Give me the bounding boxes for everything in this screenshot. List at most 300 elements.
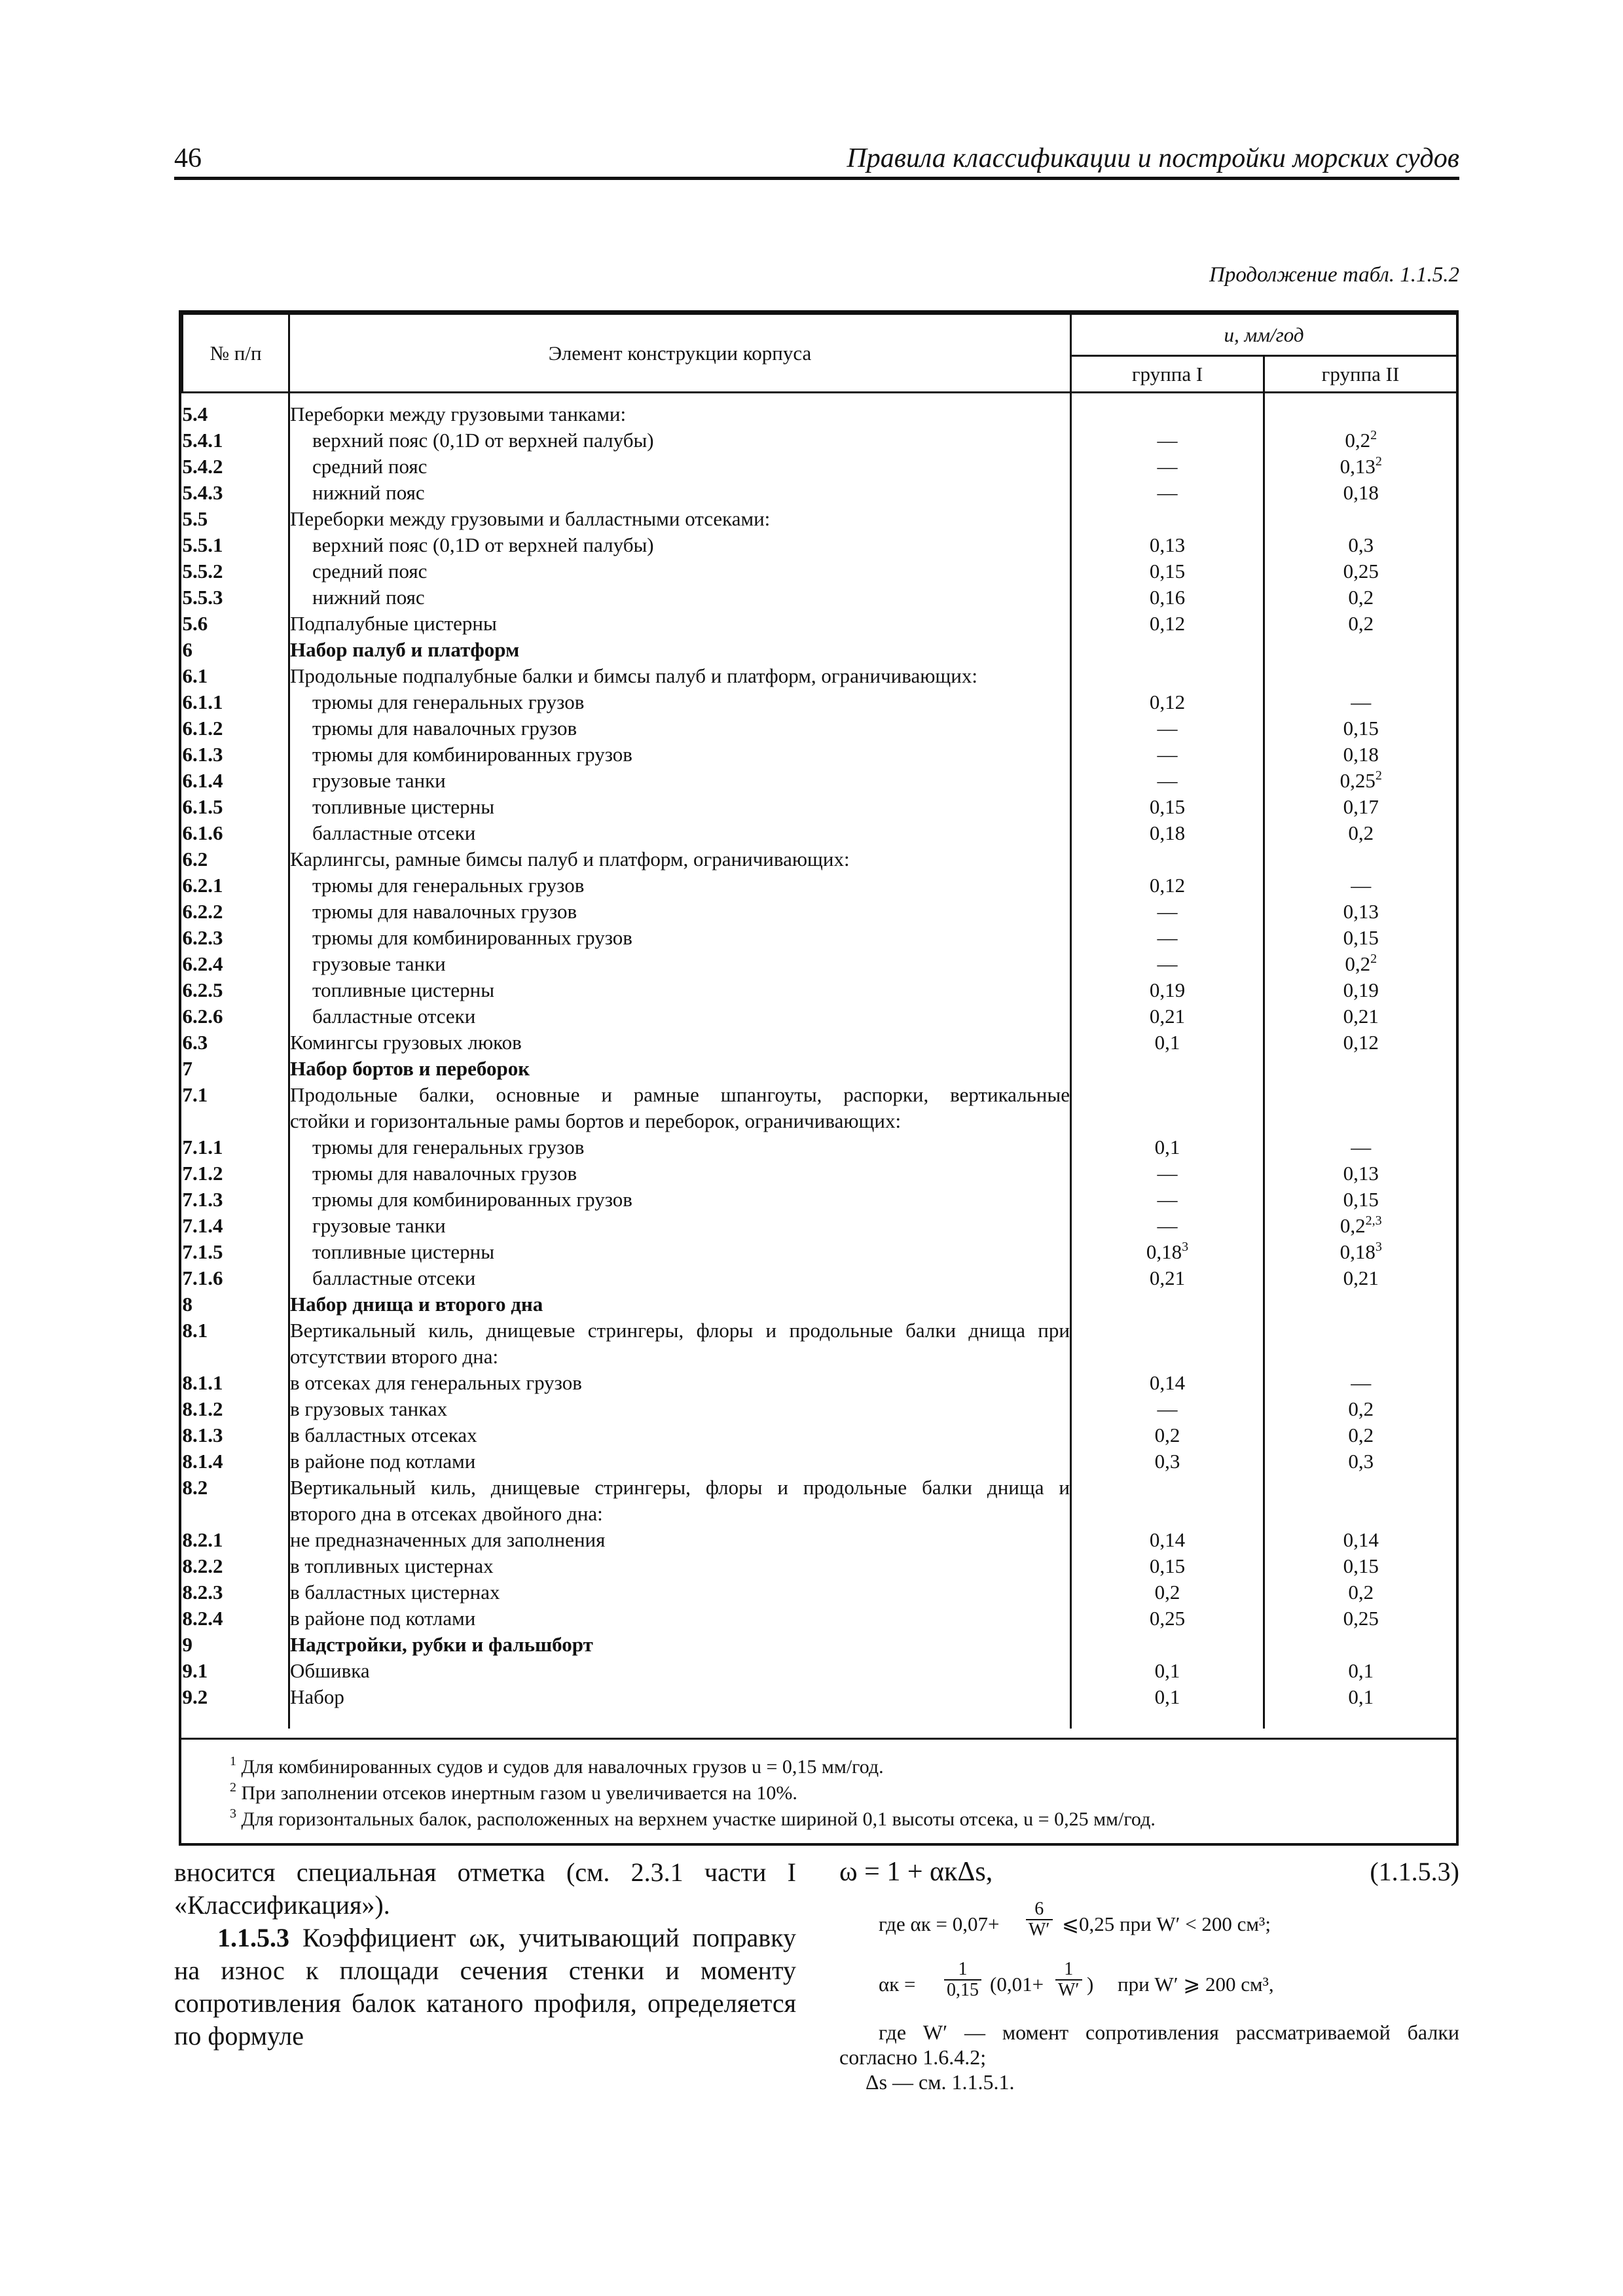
footnote bbox=[230, 1754, 1456, 1780]
group2-value: 0,3 bbox=[1348, 1450, 1374, 1473]
table-row bbox=[183, 1344, 1457, 1370]
row-element-name: балластные отсеки bbox=[289, 1265, 1071, 1291]
table-row bbox=[183, 1396, 1457, 1422]
row-number: 8.1.3 bbox=[183, 1422, 289, 1448]
table-row bbox=[183, 532, 1457, 558]
row-group1-value bbox=[1071, 1134, 1264, 1160]
row-group1-value bbox=[1071, 1448, 1264, 1475]
row-element-name: не предназначенных для заполнения bbox=[289, 1527, 1071, 1553]
group2-value: 0,12 bbox=[1343, 1031, 1379, 1054]
group2-value: 0,2 bbox=[1348, 1424, 1374, 1446]
row-element-name: второго дна в отсеках двойного дна: bbox=[289, 1501, 1071, 1527]
row-group1-value bbox=[1071, 1632, 1264, 1658]
row-group1-value bbox=[1071, 794, 1264, 820]
footnote-text: Для комбинированных судов и судов для навалочных грузов u = 0,15 мм/год. bbox=[241, 1756, 884, 1778]
table-row bbox=[183, 584, 1457, 611]
group1-value: — bbox=[1157, 743, 1178, 766]
section-number: 1.1.5.3 bbox=[217, 1923, 289, 1952]
alpha1-suffix: ⩽0,25 при W′ < 200 см³; bbox=[1062, 1912, 1271, 1935]
row-element-name: нижний пояс bbox=[289, 480, 1071, 506]
group1-value: 0,12 bbox=[1149, 612, 1186, 635]
row-number: 6.2.2 bbox=[183, 899, 289, 925]
row-number: 8.1 bbox=[183, 1318, 289, 1344]
group1-value: 0,2 bbox=[1154, 1424, 1180, 1446]
table-row bbox=[183, 1553, 1457, 1579]
row-group2-value bbox=[1264, 558, 1457, 584]
row-element-name: в отсеках для генеральных грузов bbox=[289, 1370, 1071, 1396]
alpha1-frac-den: W′ bbox=[1029, 1920, 1050, 1940]
row-element-name: трюмы для генеральных грузов bbox=[289, 872, 1071, 899]
table-row bbox=[183, 1605, 1457, 1632]
row-group1-value bbox=[1071, 393, 1264, 428]
row-group1-value bbox=[1071, 689, 1264, 715]
table-row bbox=[183, 427, 1457, 454]
footnote-mark: 3 bbox=[230, 1806, 236, 1821]
group1-value: 0,13 bbox=[1149, 533, 1186, 556]
row-group2-value bbox=[1264, 1684, 1457, 1710]
row-number: 6 bbox=[183, 637, 289, 663]
row-element-name: Комингсы грузовых люков bbox=[289, 1030, 1071, 1056]
group2-value: 0,25 bbox=[1343, 1607, 1379, 1630]
row-element-name: Продольные балки, основные и рамные шпангоуты, распорки, вертикальные bbox=[289, 1082, 1071, 1108]
row-group1-value bbox=[1071, 1658, 1264, 1684]
row-number: 8.1.4 bbox=[183, 1448, 289, 1475]
group1-value: — bbox=[1157, 1214, 1178, 1237]
table-row bbox=[183, 1134, 1457, 1160]
row-number bbox=[183, 1501, 289, 1527]
row-group2-value bbox=[1264, 899, 1457, 925]
row-group2-value bbox=[1264, 1160, 1457, 1187]
group1-value: — bbox=[1157, 717, 1178, 740]
where-definitions bbox=[839, 2020, 1459, 2094]
group2-value: 0,13 bbox=[1343, 1162, 1379, 1185]
row-group2-value bbox=[1264, 1658, 1457, 1684]
table-row bbox=[183, 1658, 1457, 1684]
group1-value: — bbox=[1157, 481, 1178, 504]
row-number: 8.2.3 bbox=[183, 1579, 289, 1605]
row-number: 8.2 bbox=[183, 1475, 289, 1501]
group1-value: — bbox=[1157, 952, 1178, 975]
table-row bbox=[183, 872, 1457, 899]
row-number: 5.4.2 bbox=[183, 454, 289, 480]
row-group1-value bbox=[1071, 1396, 1264, 1422]
row-number: 7.1 bbox=[183, 1082, 289, 1108]
row-element-name: трюмы для генеральных грузов bbox=[289, 1134, 1071, 1160]
group2-value: 0,2 bbox=[1348, 1581, 1374, 1604]
table-row bbox=[183, 506, 1457, 532]
table-row bbox=[183, 1030, 1457, 1056]
row-group2-value bbox=[1264, 1448, 1457, 1475]
table-row bbox=[183, 1239, 1457, 1265]
row-number: 6.2.5 bbox=[183, 977, 289, 1003]
row-group2-value bbox=[1264, 715, 1457, 742]
alpha2-fraction-1 bbox=[944, 1960, 981, 2000]
group2-value: — bbox=[1351, 691, 1372, 713]
row-number: 9 bbox=[183, 1632, 289, 1658]
row-number: 5.4.1 bbox=[183, 427, 289, 454]
row-group2-value bbox=[1264, 820, 1457, 846]
row-element-name: в грузовых танках bbox=[289, 1396, 1071, 1422]
row-group1-value bbox=[1071, 1344, 1264, 1370]
row-group2-value bbox=[1264, 1396, 1457, 1422]
row-number: 8 bbox=[183, 1291, 289, 1318]
row-number: 6.1 bbox=[183, 663, 289, 689]
row-group2-value bbox=[1264, 1501, 1457, 1527]
alpha-formula-2 bbox=[839, 1954, 1459, 2015]
row-number: 7.1.6 bbox=[183, 1265, 289, 1291]
row-number: 8.1.2 bbox=[183, 1396, 289, 1422]
group2-value: — bbox=[1351, 874, 1372, 897]
table-row bbox=[183, 951, 1457, 977]
footnote bbox=[230, 1806, 1456, 1833]
spacer-cell bbox=[289, 1710, 1071, 1729]
row-element-name: Переборки между грузовыми танками: bbox=[289, 393, 1071, 428]
row-number: 7.1.4 bbox=[183, 1213, 289, 1239]
row-group2-value bbox=[1264, 584, 1457, 611]
row-number bbox=[183, 1344, 289, 1370]
row-group2-value bbox=[1264, 1605, 1457, 1632]
alpha2-frac2-num: 1 bbox=[1055, 1960, 1082, 1981]
row-element-name: Набор палуб и платформ bbox=[289, 637, 1071, 663]
group1-value: 0,15 bbox=[1149, 560, 1186, 583]
row-group1-value bbox=[1071, 951, 1264, 977]
footnote-ref: 2 bbox=[1370, 428, 1377, 442]
table-row bbox=[183, 1475, 1457, 1501]
row-group1-value bbox=[1071, 427, 1264, 454]
group2-value: 0,2 bbox=[1345, 429, 1371, 452]
row-group1-value bbox=[1071, 480, 1264, 506]
table-body bbox=[183, 393, 1457, 1729]
row-number: 5.5.2 bbox=[183, 558, 289, 584]
table-row bbox=[183, 794, 1457, 820]
row-element-name: в балластных отсеках bbox=[289, 1422, 1071, 1448]
row-element-name: топливные цистерны bbox=[289, 977, 1071, 1003]
row-group1-value bbox=[1071, 1579, 1264, 1605]
alpha2-prefix: αк = bbox=[879, 1973, 916, 1996]
alpha2-frac1-num: 1 bbox=[944, 1960, 981, 1981]
row-number bbox=[183, 1108, 289, 1134]
row-element-name: Вертикальный киль, днищевые стрингеры, флоры и продольные балки днища и bbox=[289, 1475, 1071, 1501]
row-group2-value bbox=[1264, 663, 1457, 689]
body-text-left bbox=[174, 1856, 796, 2053]
row-group1-value bbox=[1071, 1265, 1264, 1291]
row-group2-value bbox=[1264, 1579, 1457, 1605]
row-group1-value bbox=[1071, 1291, 1264, 1318]
body-paragraph-1: вносится специальная отметка (см. 2.3.1 части I «Классификация»). bbox=[174, 1857, 796, 1920]
row-element-name: Карлингсы, рамные бимсы палуб и платформ, ограничивающих: bbox=[289, 846, 1071, 872]
row-element-name: в районе под котлами bbox=[289, 1448, 1071, 1475]
row-number: 6.1.3 bbox=[183, 742, 289, 768]
row-group2-value bbox=[1264, 846, 1457, 872]
row-group2-value bbox=[1264, 1344, 1457, 1370]
row-element-name: Вертикальный киль, днищевые стрингеры, флоры и продольные балки днища при bbox=[289, 1318, 1071, 1344]
row-group1-value bbox=[1071, 506, 1264, 532]
row-group1-value bbox=[1071, 1187, 1264, 1213]
table-footnotes bbox=[181, 1738, 1456, 1833]
row-group1-value bbox=[1071, 846, 1264, 872]
table-row bbox=[183, 820, 1457, 846]
row-group1-value bbox=[1071, 1003, 1264, 1030]
group1-value: 0,21 bbox=[1149, 1266, 1186, 1289]
row-group2-value bbox=[1264, 1527, 1457, 1553]
table-grid bbox=[181, 313, 1458, 1729]
row-group2-value bbox=[1264, 1213, 1457, 1239]
row-number: 5.6 bbox=[183, 611, 289, 637]
row-group2-value bbox=[1264, 427, 1457, 454]
header-element: Элемент конструкции корпуса bbox=[289, 314, 1071, 393]
equation-number: (1.1.5.3) bbox=[1370, 1857, 1459, 1886]
group1-value: — bbox=[1157, 900, 1178, 923]
table-row bbox=[183, 1632, 1457, 1658]
table-row bbox=[183, 715, 1457, 742]
group1-value: 0,15 bbox=[1149, 1554, 1186, 1577]
footnote-text: Для горизонтальных балок, расположенных на верхнем участке шириной 0,1 высоты отсека, u = 0,25 мм/год. bbox=[241, 1808, 1156, 1830]
header-u-text: u, мм/год bbox=[1224, 323, 1304, 346]
row-element-name: в районе под котлами bbox=[289, 1605, 1071, 1632]
row-group1-value bbox=[1071, 925, 1264, 951]
footnote bbox=[230, 1780, 1456, 1806]
row-element-name: топливные цистерны bbox=[289, 794, 1071, 820]
group1-value: — bbox=[1157, 429, 1178, 452]
table-row bbox=[183, 1370, 1457, 1396]
row-group2-value bbox=[1264, 925, 1457, 951]
row-group2-value bbox=[1264, 977, 1457, 1003]
row-element-name: трюмы для навалочных грузов bbox=[289, 715, 1071, 742]
alpha-formula-1 bbox=[839, 1894, 1459, 1954]
header-group1: группа I bbox=[1071, 356, 1264, 393]
alpha2-fraction-2 bbox=[1055, 1960, 1082, 2000]
group1-value: 0,16 bbox=[1149, 586, 1186, 609]
row-group1-value bbox=[1071, 1160, 1264, 1187]
table-row bbox=[183, 1684, 1457, 1710]
footnote-ref: 2 bbox=[1370, 952, 1377, 966]
row-number: 6.1.2 bbox=[183, 715, 289, 742]
group1-value: — bbox=[1157, 769, 1178, 792]
row-group2-value bbox=[1264, 1370, 1457, 1396]
table-row bbox=[183, 1082, 1457, 1108]
group1-value: 0,19 bbox=[1149, 978, 1186, 1001]
main-equation bbox=[839, 1856, 1459, 1894]
row-group2-value bbox=[1264, 532, 1457, 558]
row-group1-value bbox=[1071, 611, 1264, 637]
group2-value: 0,2 bbox=[1348, 1397, 1374, 1420]
group2-value: 0,18 bbox=[1343, 743, 1379, 766]
row-group2-value bbox=[1264, 1291, 1457, 1318]
row-number: 5.5.3 bbox=[183, 584, 289, 611]
row-number: 9.2 bbox=[183, 1684, 289, 1710]
table-row bbox=[183, 846, 1457, 872]
formula-block bbox=[839, 1856, 1459, 2094]
table-row bbox=[183, 899, 1457, 925]
group2-value: 0,15 bbox=[1343, 1554, 1379, 1577]
group1-value: 0,18 bbox=[1149, 821, 1186, 844]
alpha2-suffix: при W′ ⩾ 200 см³, bbox=[1118, 1973, 1274, 1996]
group2-value: 0,13 bbox=[1340, 455, 1376, 478]
footnote-ref: 2 bbox=[1375, 454, 1382, 469]
table-row bbox=[183, 558, 1457, 584]
group2-value: 0,19 bbox=[1343, 978, 1379, 1001]
row-number: 6.1.5 bbox=[183, 794, 289, 820]
group1-value: — bbox=[1157, 926, 1178, 949]
row-element-name: трюмы для комбинированных грузов bbox=[289, 1187, 1071, 1213]
group2-value: 0,15 bbox=[1343, 1188, 1379, 1211]
row-group1-value bbox=[1071, 1527, 1264, 1553]
group2-value: 0,1 bbox=[1348, 1685, 1374, 1708]
row-number: 9.1 bbox=[183, 1658, 289, 1684]
row-group2-value bbox=[1264, 637, 1457, 663]
table-row bbox=[183, 1213, 1457, 1239]
row-group1-value bbox=[1071, 663, 1264, 689]
row-element-name: отсутствии второго дна: bbox=[289, 1344, 1071, 1370]
row-element-name: трюмы для комбинированных грузов bbox=[289, 925, 1071, 951]
group1-value: 0,14 bbox=[1149, 1528, 1186, 1551]
row-group2-value bbox=[1264, 1239, 1457, 1265]
row-group2-value bbox=[1264, 611, 1457, 637]
group2-value: 0,25 bbox=[1343, 560, 1379, 583]
table-row bbox=[183, 1003, 1457, 1030]
row-number: 6.2.4 bbox=[183, 951, 289, 977]
row-group1-value bbox=[1071, 1422, 1264, 1448]
row-group1-value bbox=[1071, 872, 1264, 899]
row-element-name: топливные цистерны bbox=[289, 1239, 1071, 1265]
row-number: 6.2.6 bbox=[183, 1003, 289, 1030]
table-row bbox=[183, 1448, 1457, 1475]
row-group1-value bbox=[1071, 1213, 1264, 1239]
group2-value: 0,17 bbox=[1343, 795, 1379, 818]
group2-value: 0,2 bbox=[1348, 821, 1374, 844]
row-group2-value bbox=[1264, 872, 1457, 899]
row-element-name: трюмы для навалочных грузов bbox=[289, 899, 1071, 925]
row-group1-value bbox=[1071, 820, 1264, 846]
group2-value: 0,15 bbox=[1343, 926, 1379, 949]
row-group2-value bbox=[1264, 1030, 1457, 1056]
row-number: 5.4.3 bbox=[183, 480, 289, 506]
row-group1-value bbox=[1071, 742, 1264, 768]
row-element-name: в топливных цистернах bbox=[289, 1553, 1071, 1579]
group1-value: 0,1 bbox=[1154, 1031, 1180, 1054]
row-number: 6.1.6 bbox=[183, 820, 289, 846]
row-group1-value bbox=[1071, 1056, 1264, 1082]
alpha2-mid: (0,01+ bbox=[990, 1973, 1044, 1996]
row-number: 7.1.2 bbox=[183, 1160, 289, 1187]
group2-value: 0,21 bbox=[1343, 1266, 1379, 1289]
table-row bbox=[183, 637, 1457, 663]
row-group2-value bbox=[1264, 1108, 1457, 1134]
row-group2-value bbox=[1264, 1422, 1457, 1448]
alpha2-close: ) bbox=[1087, 1973, 1094, 1996]
row-element-name: Продольные подпалубные балки и бимсы палуб и платформ, ограничивающих: bbox=[289, 663, 1071, 689]
spacer-cell bbox=[183, 1710, 289, 1729]
row-element-name: грузовые танки bbox=[289, 768, 1071, 794]
row-number: 8.2.2 bbox=[183, 1553, 289, 1579]
row-group2-value bbox=[1264, 480, 1457, 506]
row-group2-value bbox=[1264, 794, 1457, 820]
row-group1-value bbox=[1071, 1108, 1264, 1134]
group1-value: 0,14 bbox=[1149, 1371, 1186, 1394]
group2-value: 0,21 bbox=[1343, 1005, 1379, 1028]
group2-value: 0,2 bbox=[1348, 586, 1374, 609]
group2-value: 0,18 bbox=[1343, 481, 1379, 504]
row-group1-value bbox=[1071, 899, 1264, 925]
row-element-name: Набор бортов и переборок bbox=[289, 1056, 1071, 1082]
row-group2-value bbox=[1264, 768, 1457, 794]
row-group1-value bbox=[1071, 1501, 1264, 1527]
corrosion-table bbox=[179, 310, 1459, 1846]
header-group2: группа II bbox=[1264, 356, 1457, 393]
body-paragraph-2 bbox=[174, 1922, 796, 2053]
footnote-mark: 1 bbox=[230, 1754, 236, 1768]
row-group2-value bbox=[1264, 1187, 1457, 1213]
row-element-name: грузовые танки bbox=[289, 1213, 1071, 1239]
row-group2-value bbox=[1264, 1318, 1457, 1344]
row-group1-value bbox=[1071, 715, 1264, 742]
group2-value: 0,2 bbox=[1340, 1214, 1366, 1237]
row-group1-value bbox=[1071, 1239, 1264, 1265]
group1-value: — bbox=[1157, 1162, 1178, 1185]
group1-value: 0,2 bbox=[1154, 1581, 1180, 1604]
table-row bbox=[183, 1291, 1457, 1318]
row-number: 8.2.1 bbox=[183, 1527, 289, 1553]
footnote-ref: 3 bbox=[1182, 1240, 1189, 1254]
group2-value: 0,18 bbox=[1340, 1240, 1376, 1263]
group1-value: — bbox=[1157, 1397, 1178, 1420]
row-element-name: в балластных цистернах bbox=[289, 1579, 1071, 1605]
group2-value: 0,13 bbox=[1343, 900, 1379, 923]
row-number: 8.2.4 bbox=[183, 1605, 289, 1632]
running-title: Правила классификации и постройки морских судов bbox=[847, 143, 1459, 173]
group2-value: 0,2 bbox=[1345, 952, 1371, 975]
row-element-name: стойки и горизонтальные рамы бортов и переборок, ограничивающих: bbox=[289, 1108, 1071, 1134]
header-num: № п/п bbox=[183, 314, 289, 393]
group1-value: 0,15 bbox=[1149, 795, 1186, 818]
table-spacer-row bbox=[183, 1710, 1457, 1729]
table-row bbox=[183, 1579, 1457, 1605]
row-group2-value bbox=[1264, 1003, 1457, 1030]
group2-value: 0,1 bbox=[1348, 1659, 1374, 1682]
row-element-name: Подпалубные цистерны bbox=[289, 611, 1071, 637]
row-group1-value bbox=[1071, 1684, 1264, 1710]
row-group1-value bbox=[1071, 1370, 1264, 1396]
table-continuation-caption: Продолжение табл. 1.1.5.2 bbox=[1209, 263, 1459, 287]
table-row bbox=[183, 1108, 1457, 1134]
row-element-name: трюмы для генеральных грузов bbox=[289, 689, 1071, 715]
group1-value: 0,25 bbox=[1149, 1607, 1186, 1630]
row-element-name: Переборки между грузовыми и балластными отсеками: bbox=[289, 506, 1071, 532]
table-row bbox=[183, 1187, 1457, 1213]
group1-value: 0,12 bbox=[1149, 691, 1186, 713]
row-group2-value bbox=[1264, 393, 1457, 428]
equation-text: ω = 1 + αкΔs, bbox=[839, 1857, 993, 1887]
group1-value: — bbox=[1157, 1188, 1178, 1211]
spacer-cell bbox=[1071, 1710, 1264, 1729]
group1-value: 0,18 bbox=[1146, 1240, 1182, 1263]
row-group1-value bbox=[1071, 454, 1264, 480]
row-element-name: нижний пояс bbox=[289, 584, 1071, 611]
table-row bbox=[183, 768, 1457, 794]
row-group2-value bbox=[1264, 1475, 1457, 1501]
row-group2-value bbox=[1264, 1632, 1457, 1658]
group1-value: 0,21 bbox=[1149, 1005, 1186, 1028]
group1-value: — bbox=[1157, 455, 1178, 478]
row-number: 6.1.4 bbox=[183, 768, 289, 794]
row-group1-value bbox=[1071, 1082, 1264, 1108]
row-element-name: трюмы для навалочных грузов bbox=[289, 1160, 1071, 1187]
row-group1-value bbox=[1071, 1475, 1264, 1501]
row-element-name: средний пояс bbox=[289, 454, 1071, 480]
row-number: 7.1.1 bbox=[183, 1134, 289, 1160]
table-row bbox=[183, 742, 1457, 768]
alpha2-frac2-den: W′ bbox=[1058, 1980, 1080, 2000]
